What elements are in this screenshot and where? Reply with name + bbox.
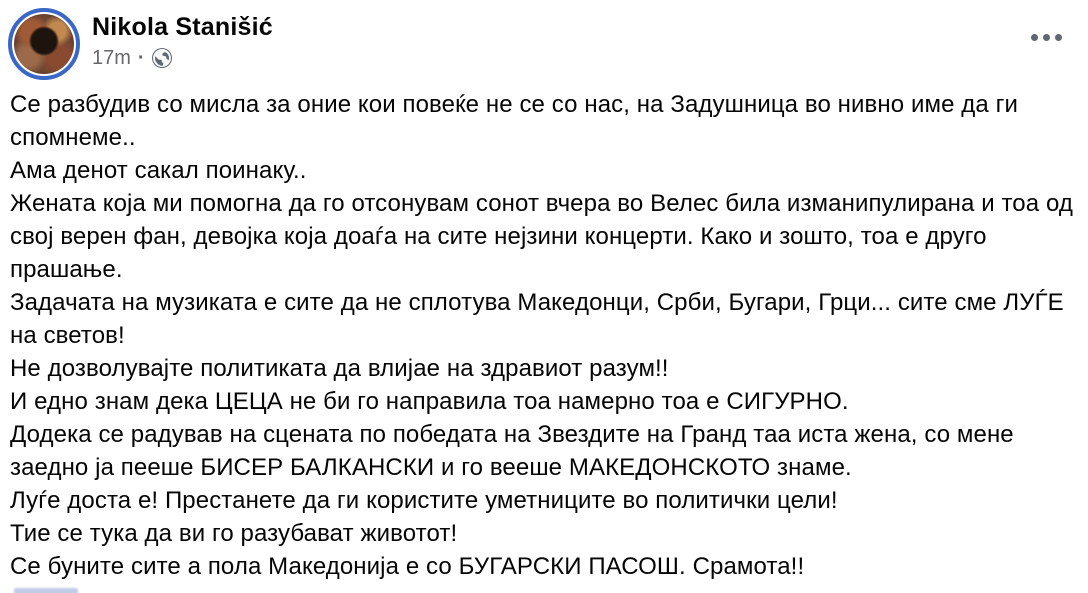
avatar[interactable] xyxy=(8,8,80,80)
ellipsis-dot xyxy=(1043,34,1050,41)
post-paragraph: Луѓе доста е! Престанете да ги користите уметниците во политички цели! xyxy=(10,487,838,514)
timestamp[interactable]: 17m xyxy=(92,47,131,69)
post-paragraph: Не дозволувајте политиката да влијае на здравиот разум!! xyxy=(10,355,669,382)
post-paragraph: Се разбудив со мисла за оние кои повеќе не се со нас, на Задушница во нивно име да ги спомнеме.. xyxy=(10,91,1025,151)
author-name[interactable]: Nikola Stanišić xyxy=(92,13,273,41)
ellipsis-dot xyxy=(1055,34,1062,41)
globe-icon xyxy=(152,48,172,68)
post-meta xyxy=(92,46,273,70)
post-paragraph: Се буните сите а пола Македонија е со БУГАРСКИ ПАСОШ. Срамота!! xyxy=(10,553,805,580)
post-paragraph: Жената која ми помогна да го отсонувам сонот вчера во Велес била изманипулирана и тоа од свој верен фан, девојка која доаѓа на сите нејзини концерти. Како и зошто, тоа е друго прашање. xyxy=(10,190,1080,283)
post-paragraph: Задачата на музиката е сите да не сплотува Македонци, Срби, Бугари, Грци... сите сме ЛУЃЕ на светов! xyxy=(10,289,1071,349)
post-header xyxy=(0,0,1088,80)
post-paragraph: Тие се тука да ви го разубават животот! xyxy=(10,520,458,547)
ellipsis-dot xyxy=(1031,34,1038,41)
post-menu-button[interactable] xyxy=(1029,28,1064,47)
post-body xyxy=(0,80,1088,583)
post-paragraph: Додека се радував на сцената по победата на Звездите на Гранд таа иста жена, со мене заедно ја пееше БИСЕР БАЛКАНСКИ и го вееше МАКЕДОНСКОТО знаме. xyxy=(10,421,1021,481)
post-paragraph: Ама денот сакал поинаку.. xyxy=(10,157,307,184)
meta-separator: · xyxy=(137,47,145,69)
avatar-image xyxy=(14,14,74,74)
post-header-text xyxy=(92,8,273,70)
post-paragraph: И едно знам дека ЦЕЦА не би го направила тоа намерно тоа е СИГУРНО. xyxy=(10,388,849,415)
clipped-link-fragment xyxy=(14,588,78,593)
